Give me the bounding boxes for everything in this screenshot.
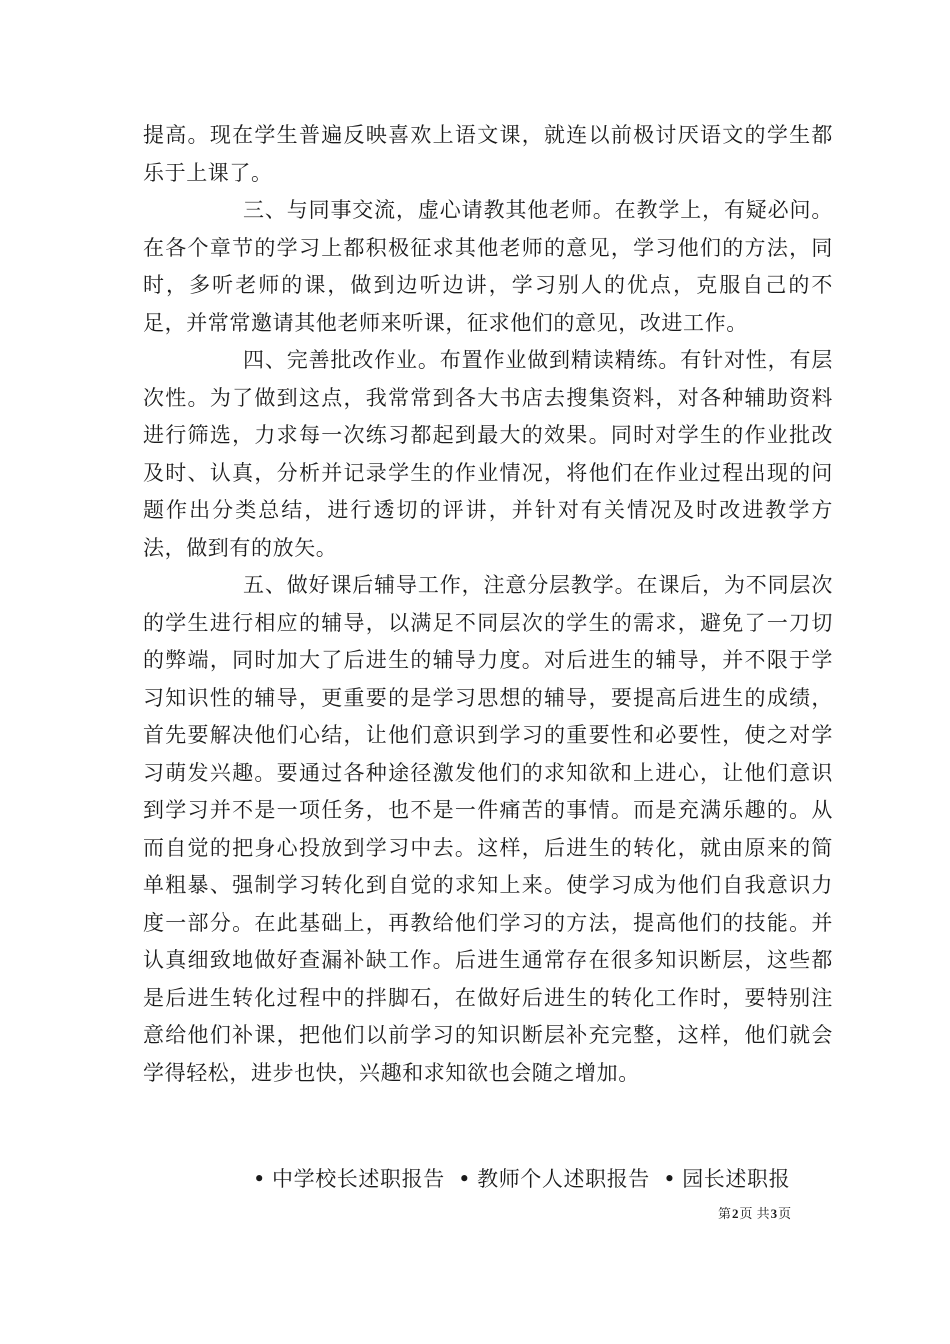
page-number-middle: 页 共 xyxy=(739,1207,770,1222)
paragraph-continuation: 提高。现在学生普遍反映喜欢上语文课，就连以前极讨厌语文的学生都乐于上课了。 xyxy=(143,123,833,185)
page-number-suffix: 页 xyxy=(778,1207,792,1222)
paragraph-colleague-exchange: 三、与同事交流，虚心请教其他老师。在教学上，有疑必问。在各个章节的学习上都积极征求其他老师的意见，学习他们的方法，同时，多听老师的课，做到边听边讲，学习别人的优点，克服自己的不足，并常常邀请其他老师来听课，征求他们的意见，改进工作。 xyxy=(143,198,833,335)
total-pages-number: 3 xyxy=(770,1206,778,1221)
bullet-icon: • xyxy=(253,1167,266,1191)
related-link-principal-report[interactable]: 中学校长述职报告 xyxy=(272,1167,445,1191)
related-link-kindergarten-report[interactable]: 园长述职报 xyxy=(682,1167,791,1191)
page-number xyxy=(718,1205,791,1224)
page-number-prefix: 第 xyxy=(718,1207,732,1222)
paragraph-homework-correction: 四、完善批改作业。布置作业做到精读精练。有针对性，有层次性。为了做到这点，我常常到各大书店去搜集资料，对各种辅助资料进行筛选，力求每一次练习都起到最大的效果。同时对学生的作业批改及时、认真，分析并记录学生的作业情况，将他们在作业过程出现的问题作出分类总结，进行透切的评讲，并针对有关情况及时改进教学方法，做到有的放矢。 xyxy=(143,348,833,560)
bullet-icon: • xyxy=(663,1167,677,1191)
paragraph-after-class-tutoring: 五、做好课后辅导工作，注意分层教学。在课后，为不同层次的学生进行相应的辅导，以满足不同层次的学生的需求，避免了一刀切的弊端，同时加大了后进生的辅导力度。对后进生的辅导，并不限于学习知识性的辅导，更重要的是学习思想的辅导，要提高后进生的成绩，首先要解决他们心结，让他们意识到学习的重要性和必要性，使之对学习萌发兴趣。要通过各种途径激发他们的求知欲和上进心，让他们意识到学习并不是一项任务，也不是一件痛苦的事情。而是充满乐趣的。从而自觉的把身心投放到学习中去。这样，后进生的转化，就由原来的简单粗暴、强制学习转化到自觉的求知上来。使学习成为他们自我意识力度一部分。在此基础上，再教给他们学习的方法，提高他们的技能。并认真细致地做好查漏补缺工作。后进生通常存在很多知识断层，这些都是后进生转化过程中的拌脚石，在做好后进生的转化工作时，要特别注意给他们补课，把他们以前学习的知识断层补充完整，这样，他们就会学得轻松，进步也快，兴趣和求知欲也会随之增加。 xyxy=(143,573,833,1085)
related-links xyxy=(253,1161,796,1198)
current-page-number: 2 xyxy=(732,1206,739,1221)
bullet-icon: • xyxy=(458,1167,472,1191)
document-body xyxy=(143,117,833,1092)
related-link-teacher-report[interactable]: 教师个人述职报告 xyxy=(477,1167,650,1191)
